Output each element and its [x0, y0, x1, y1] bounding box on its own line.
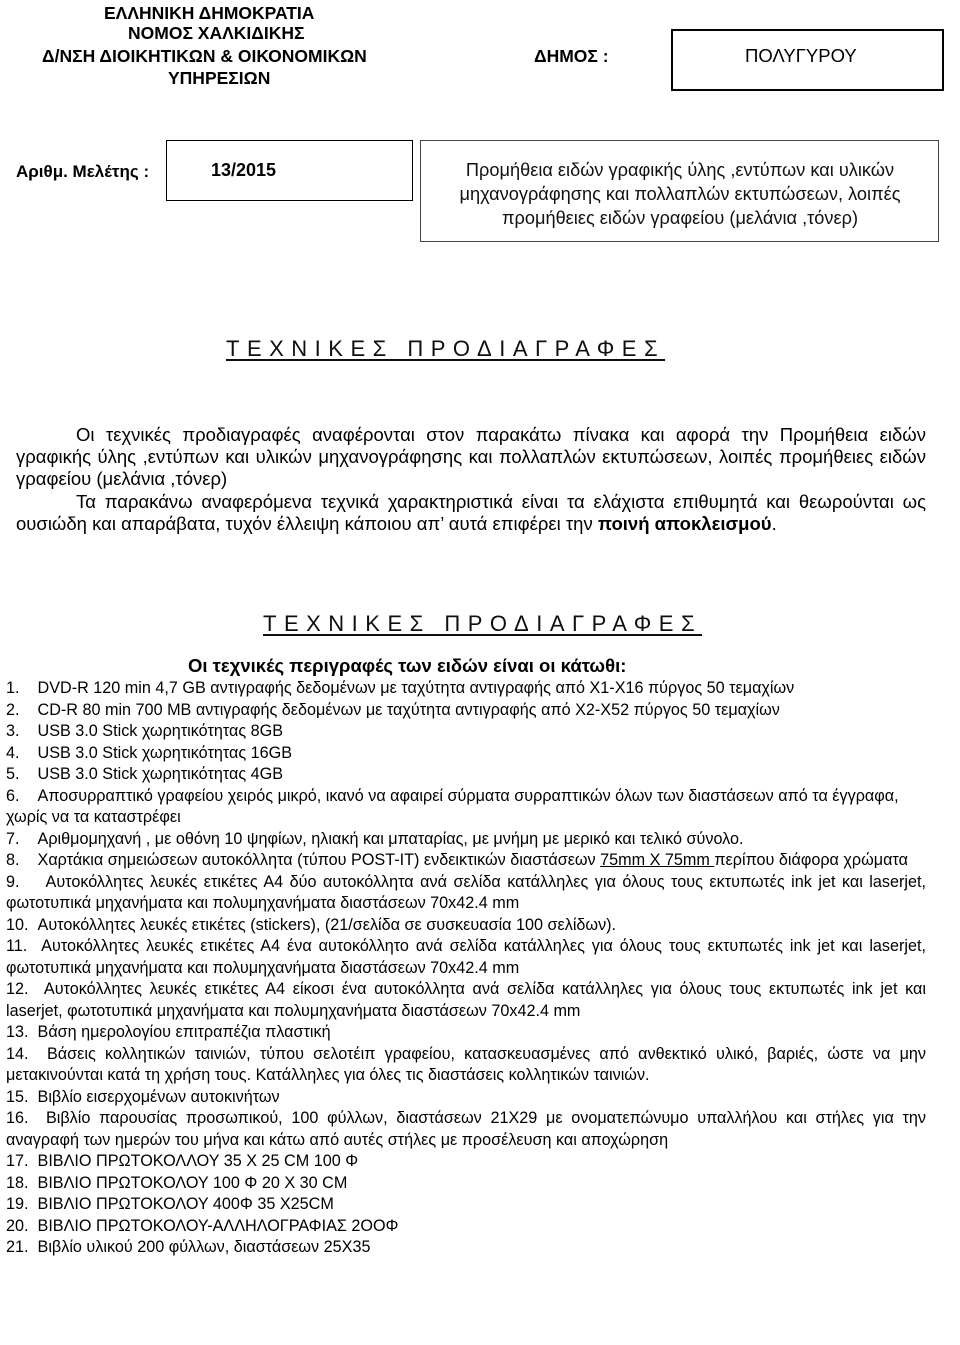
- list-item: [6, 1022, 926, 1044]
- item-number: 21.: [6, 1238, 29, 1256]
- item-number: 6.: [6, 786, 20, 805]
- item-text: ΒΙΒΛΙΟ ΠΡΩΤΟΚΟΛΟΥ-ΑΛΛΗΛΟΓΡΑΦΙΑΣ 2ΟΟΦ: [37, 1216, 399, 1235]
- item-number: 13.: [6, 1023, 29, 1041]
- list-item: [6, 979, 926, 1022]
- list-item: [6, 700, 926, 722]
- item-number: 1.: [6, 679, 20, 697]
- list-item: [6, 1108, 926, 1151]
- list-item: [6, 1237, 926, 1259]
- item-number: 3.: [6, 722, 20, 740]
- item-number: 20.: [6, 1216, 29, 1235]
- item-number: 4.: [6, 743, 20, 762]
- item-number: 12.: [6, 980, 29, 998]
- header-line-1: ΕΛΛΗΝΙΚΗ ΔΗΜΟΚΡΑΤΙΑ: [104, 3, 315, 23]
- item-text: CD-R 80 min 700 MB αντιγραφής δεδομένων με ταχύτητα αντιγραφής από X2-X52 πύργος 50 τεμαχίων: [37, 700, 780, 719]
- item-number: 17.: [6, 1152, 29, 1170]
- item-number: 19.: [6, 1195, 29, 1213]
- study-description: [420, 158, 940, 230]
- intro-penalty-text: ποινή αποκλεισμού: [597, 512, 772, 534]
- item-text: Βάση ημερολογίου επιτραπέζια πλαστική: [37, 1023, 331, 1041]
- item-text: Αυτοκόλλητες λευκές ετικέτες Α4 ένα αυτοκόλλητο ανά σελίδα κατάλληλες για όλους τους εκτυπωτές ink jet και laserjet, φωτοτυπικά μηχανήματα και πολυμηχανήματα διαστάσεων 70x42.4 mm: [6, 937, 926, 977]
- list-item: [6, 764, 926, 786]
- header-line-4: ΥΠΗΡΕΣΙΩΝ: [168, 68, 271, 88]
- item-text: Βιβλίο εισερχομένων αυτοκινήτων: [37, 1087, 280, 1106]
- item-text: Αυτοκόλλητες λευκές ετικέτες (stickers), (21/σελίδα σε συσκευασία 100 σελίδων).: [37, 915, 617, 934]
- list-item: [6, 872, 926, 915]
- item-text: Χαρτάκια σημειώσεων αυτοκόλλητα (τύπου POST-IT) ενδεικτικών διαστάσεων: [37, 851, 601, 869]
- item-text: Βάσεις κολλητικών ταινιών, τύπου σελοτέιπ γραφείου, κατασκευασμένες από ανθεκτικό υλικό, βαριές, ώστε να μην μετακινούνται κατά τη χρήση τους. Κατάλληλες για όλες τις διαστάσεις κολλητικών ταινιών.: [6, 1044, 926, 1084]
- item-number: 15.: [6, 1087, 29, 1106]
- item-text: USB 3.0 Stick χωρητικότητας 8GB: [37, 722, 284, 740]
- item-text: Αποσυρραπτικό γραφείου χειρός μικρό, ικανό να αφαιρεί σύρματα συρραπτικών όλων των διαστάσεων από τα έγγραφα, χωρίς να τα καταστρέφει: [6, 786, 899, 826]
- list-item: [6, 936, 926, 979]
- study-description-line-3: προμήθειες ειδών γραφείου (μελάνια ,τόνερ): [501, 208, 859, 228]
- item-text: USB 3.0 Stick χωρητικότητας 4GB: [37, 765, 284, 783]
- item-number: 18.: [6, 1173, 29, 1192]
- study-description-line-1: Προμήθεια ειδών γραφικής ύλης ,εντύπων και υλικών: [465, 160, 895, 180]
- item-number: 9.: [6, 872, 20, 891]
- item-number: 2.: [6, 700, 20, 719]
- item-text: Αυτοκόλλητες λευκές ετικέτες Α4 είκοσι ένα αυτοκόλλητα ανά σελίδα κατάλληλες για όλους τους εκτυπωτές ink jet και laserjet, φωτοτυπικά μηχανήματα και πολυμηχανήματα διαστάσεων 70x42.4 mm: [6, 980, 926, 1020]
- item-number: 14.: [6, 1044, 29, 1063]
- study-number: 13/2015: [211, 160, 277, 180]
- intro-paragraph-2-text: Τα παρακάνω αναφερόμενα τεχνικά χαρακτηριστικά είναι τα ελάχιστα επιθυμητά και θεωρούνται ως ουσιώδη και απαράβατα, τυχόν έλλειψη κάποιου απ’ αυτά επιφέρει την: [16, 490, 926, 534]
- item-text: Αυτοκόλλητες λευκές ετικέτες Α4 δύο αυτοκόλλητα ανά σελίδα κατάλληλες για όλους τους εκτυπωτές ink jet και laserjet, φωτοτυπικά μηχανήματα και πολυμηχανήματα διαστάσεων 70x42.4 mm: [6, 872, 926, 912]
- item-text: ΒΙΒΛΙΟ ΠΡΩΤΟΚΟΛΟΥ 100 Φ 20 Χ 30 CM: [37, 1173, 348, 1192]
- intro-paragraph-2-end: .: [771, 512, 777, 534]
- list-item: [6, 1194, 926, 1216]
- items-list: [6, 678, 926, 1259]
- item-text-end: περίπου διάφορα χρώματα: [714, 851, 908, 869]
- item-text: Βιβλίο παρουσίας προσωπικού, 100 φύλλων, διαστάσεων 21Χ29 με ονοματεπώνυμο υπαλλήλου και στήλες για την αναγραφή των ημερών του μήνα και κάτω από αυτές στήλες με προσέλευση και αποχώρηση: [6, 1109, 927, 1149]
- item-text: ΒΙΒΛΙΟ ΠΡΩΤΟΚΟΛΛΟΥ 35 Χ 25 CM 100 Φ: [37, 1152, 359, 1170]
- list-item: [6, 1151, 926, 1173]
- intro-paragraph-1: Οι τεχνικές προδιαγραφές αναφέρονται στον παρακάτω πίνακα και αφορά την Προμήθεια ειδών γραφικής ύλης ,εντύπων και υλικών μηχανογράφησης και πολλαπλών εκτυπώσεων, λοιπές προμήθειες ειδών γραφείου (μελάνια ,τόνερ): [16, 424, 926, 490]
- list-item: [6, 721, 926, 743]
- item-number: 10.: [6, 915, 29, 934]
- section-subtitle: Οι τεχνικές περιγραφές των ειδών είναι οι κάτωθι:: [188, 655, 627, 676]
- list-item: [6, 1173, 926, 1195]
- dimos-value: ΠΟΛΥΓΥΡΟΥ: [745, 45, 857, 66]
- study-label: Αριθμ. Μελέτης :: [16, 162, 150, 181]
- page-title: ΤΕΧΝΙΚΕΣ ΠΡΟΔΙΑΓΡΑΦΕΣ: [226, 336, 666, 361]
- list-item: [6, 743, 926, 765]
- item-text: ΒΙΒΛΙΟ ΠΡΩΤΟΚΟΛΟΥ 400Φ 35 Χ25CM: [37, 1195, 334, 1213]
- item-text: Βιβλίο υλικού 200 φύλλων, διαστάσεων 25Χ35: [37, 1238, 371, 1256]
- item-number: 5.: [6, 765, 20, 783]
- list-item: [6, 915, 926, 937]
- item-number: 7.: [6, 829, 20, 848]
- item-number: 8.: [6, 851, 20, 869]
- study-number-box: [166, 140, 413, 201]
- item-number: 16.: [6, 1109, 29, 1127]
- header-line-3: Δ/ΝΣΗ ΔΙΟΙΚΗΤΙΚΩΝ & ΟΙΚΟΝΟΜΙΚΩΝ: [42, 46, 367, 66]
- item-text-underlined: 75mm X 75mm: [600, 851, 715, 869]
- header-line-2: ΝΟΜΟΣ ΧΑΛΚΙΔΙΚΗΣ: [128, 23, 305, 43]
- intro-paragraph-2: [16, 491, 926, 535]
- list-item: [6, 786, 926, 829]
- list-item: [6, 1216, 926, 1238]
- item-text: USB 3.0 Stick χωρητικότητας 16GB: [37, 743, 293, 762]
- dimos-label: ΔΗΜΟΣ :: [534, 46, 609, 66]
- intro-paragraph: [16, 424, 926, 535]
- list-item: [6, 850, 926, 872]
- section-title: ΤΕΧΝΙΚΕΣ ΠΡΟΔΙΑΓΡΑΦΕΣ: [263, 611, 703, 636]
- list-item: [6, 678, 926, 700]
- study-description-line-2: μηχανογράφησης και πολλαπλών εκτυπώσεων, λοιπές: [459, 184, 901, 204]
- list-item: [6, 1087, 926, 1109]
- list-item: [6, 1044, 926, 1087]
- item-text: Αριθμομηχανή , με οθόνη 10 ψηφίων, ηλιακή και μπαταρίας, με μνήμη με μερικό και τελικό σύνολο.: [37, 829, 744, 848]
- item-number: 11.: [6, 937, 28, 955]
- list-item: [6, 829, 926, 851]
- item-text: DVD-R 120 min 4,7 GB αντιγραφής δεδομένων με ταχύτητα αντιγραφής από X1-X16 πύργος 50 τεμαχίων: [37, 679, 795, 697]
